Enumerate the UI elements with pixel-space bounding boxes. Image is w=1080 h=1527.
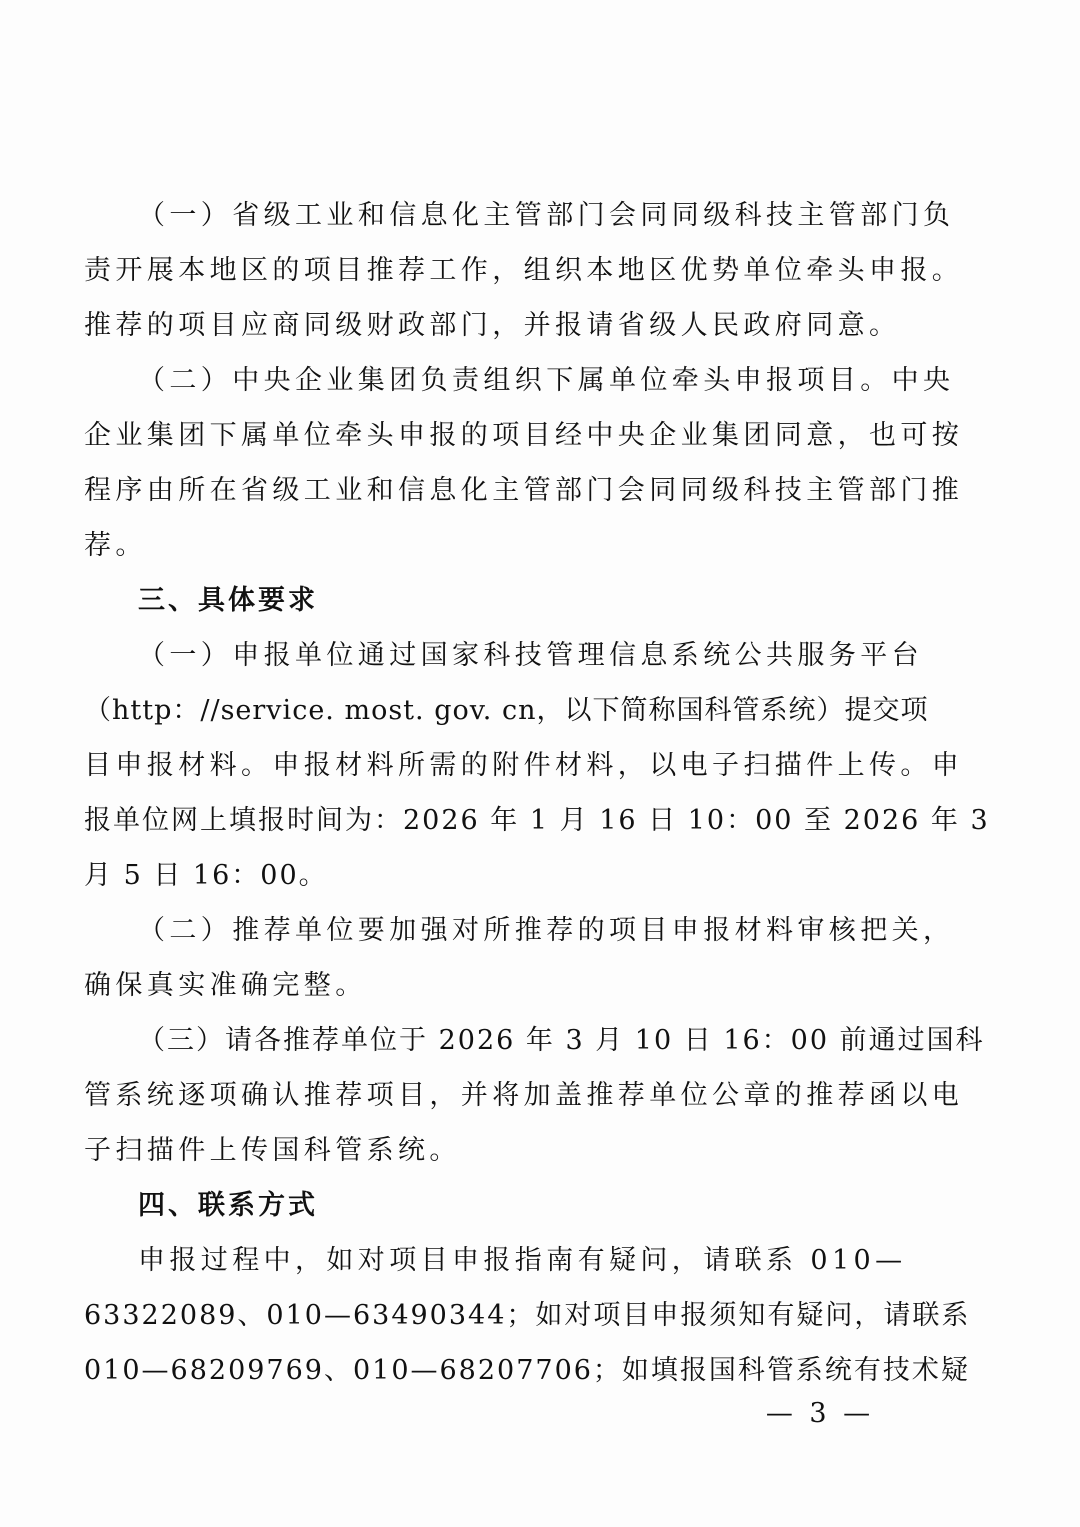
paragraph-line: （一）省级工业和信息化主管部门会同同级科技主管部门负 bbox=[138, 200, 955, 231]
paragraph-line: 报单位网上填报时间为：2026 年 1 月 16 日 10：00 至 2026 年 3 bbox=[84, 805, 990, 836]
paragraph-line: 管系统逐项确认推荐项目，并将加盖推荐单位公章的推荐函以电 bbox=[84, 1080, 964, 1111]
paragraph-line: 责开展本地区的项目推荐工作，组织本地区优势单位牵头申报。 bbox=[84, 255, 964, 286]
paragraph-line: 荐。 bbox=[84, 530, 147, 561]
paragraph-line: 010—68209769、010—68207706；如填报国科管系统有技术疑 bbox=[84, 1355, 970, 1386]
page-number: — 3 — bbox=[765, 1398, 875, 1429]
paragraph-line: 推荐的项目应商同级财政部门，并报请省级人民政府同意。 bbox=[84, 310, 901, 341]
paragraph-line: （二）推荐单位要加强对所推荐的项目申报材料审核把关， bbox=[138, 915, 955, 946]
paragraph-line: 目申报材料。申报材料所需的附件材料，以电子扫描件上传。申 bbox=[84, 750, 964, 781]
section-heading: 四、联系方式 bbox=[138, 1190, 318, 1221]
paragraph-line: （二）中央企业集团负责组织下属单位牵头申报项目。中央 bbox=[138, 365, 955, 396]
paragraph-line: 申报过程中，如对项目申报指南有疑问，请联系 010— bbox=[138, 1245, 907, 1276]
paragraph-line: 子扫描件上传国科管系统。 bbox=[84, 1135, 461, 1166]
paragraph-line: 确保真实准确完整。 bbox=[84, 970, 367, 1001]
section-heading: 三、具体要求 bbox=[138, 585, 318, 616]
paragraph-line: （http：//service. most. gov. cn，以下简称国科管系统）提交项 bbox=[84, 695, 929, 726]
paragraph-line: （一）申报单位通过国家科技管理信息系统公共服务平台 bbox=[138, 640, 923, 671]
paragraph-line: 月 5 日 16：00。 bbox=[84, 860, 328, 891]
paragraph-line: （三）请各推荐单位于 2026 年 3 月 10 日 16：00 前通过国科 bbox=[138, 1025, 985, 1056]
paragraph-line: 63322089、010—63490344；如对项目申报须知有疑问，请联系 bbox=[84, 1300, 971, 1331]
paragraph-line: 程序由所在省级工业和信息化主管部门会同同级科技主管部门推 bbox=[84, 475, 964, 506]
paragraph-line: 企业集团下属单位牵头申报的项目经中央企业集团同意，也可按 bbox=[84, 420, 964, 451]
